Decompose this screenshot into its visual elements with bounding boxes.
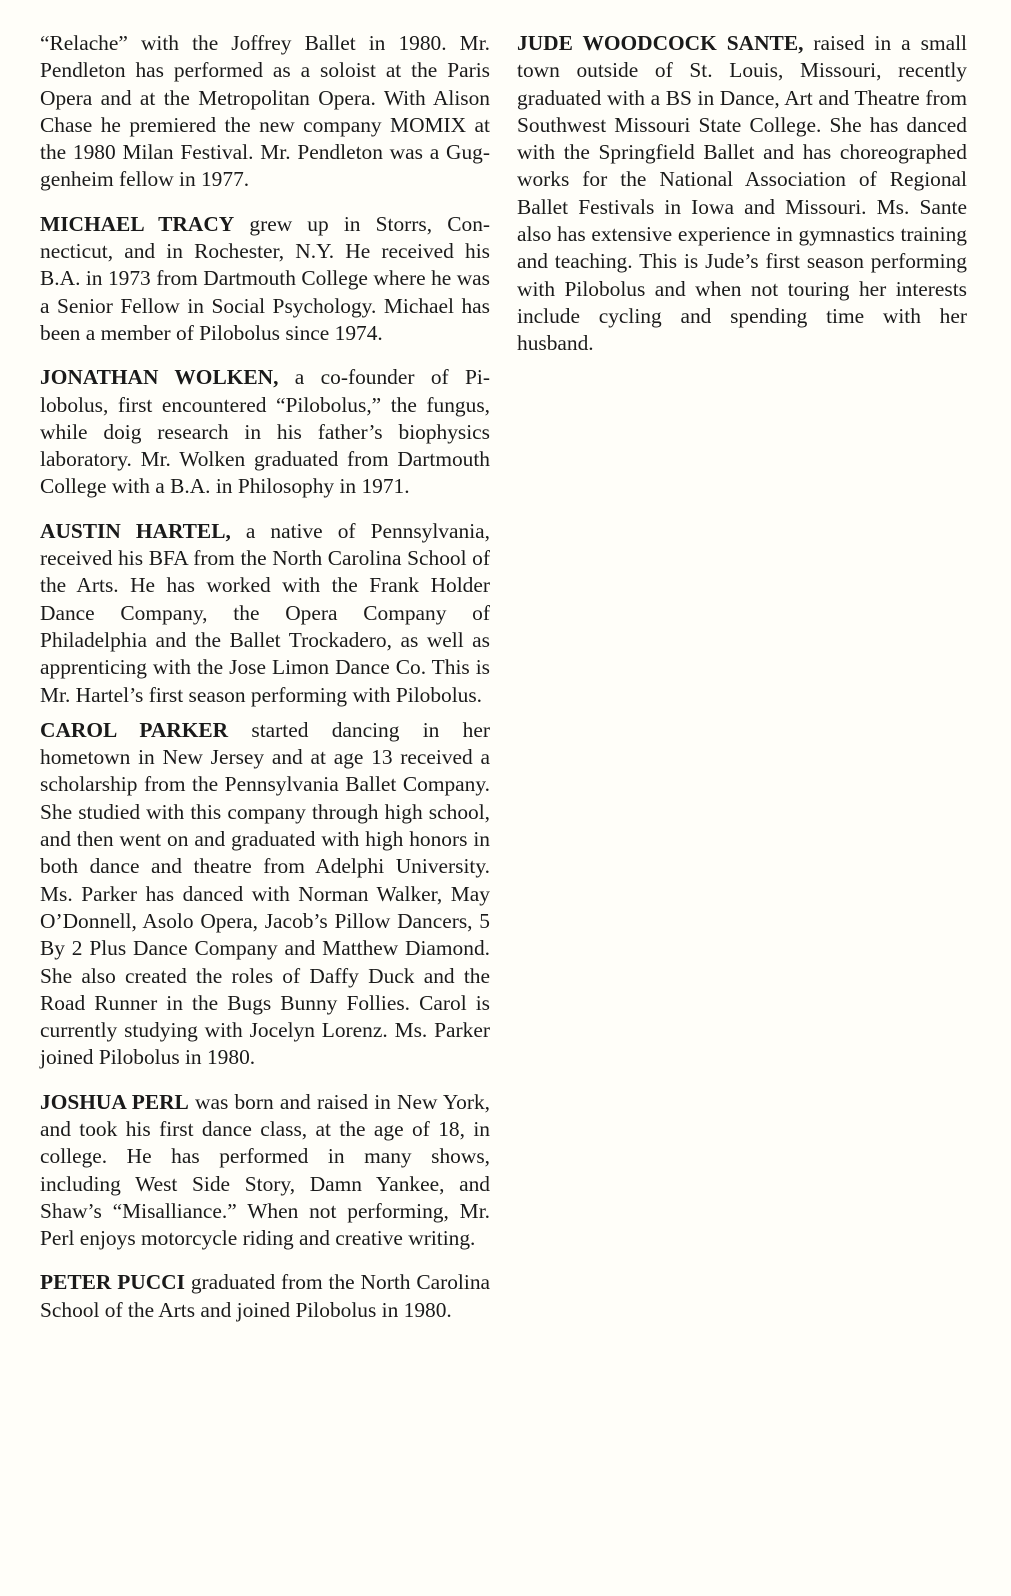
right-column	[517, 30, 967, 375]
bio-name: PETER PUCCI	[40, 1270, 185, 1295]
bio-text: a co-founder of Pilobolus, first encountered “Pilobolus,” the fungus, while doig research in his father’s biophysics laboratory. Mr. Wolken graduated from Dartmouth College with a B.A. in Philosophy in 1971.	[40, 365, 490, 499]
bio-michael-tracy	[40, 211, 490, 347]
bio-text: was born and raised in New York, and took his first dance class, at the age of 18, in college. He has performed in many shows, including West Side Story, Damn Yankee, and Shaw’s “Misalliance.” When not performing, Mr. Perl enjoys motorcycle riding and creative writing.	[40, 1089, 490, 1251]
bio-text: graduated from the North Carolina School of the Arts and joined Pilobolus in 1980.	[40, 1270, 491, 1322]
bio-austin-hartel	[40, 518, 490, 709]
bio-peter-pucci	[40, 1269, 490, 1324]
bio-text: started dancing in her hometown in New Jersey and at age 13 received a scholarship from the Pennsylvania Ballet Company. She studied with this company through high school, and then went on and graduated with high honors in both dance and theatre from Adelphi University. Ms. Parker has danced with Norman Walker, May O’Donnell, Asolo Opera, Jacob’s Pillow Dancers, 5 By 2 Plus Dance Company and Matthew Diamond. She also created the roles of Daffy Duck and the Road Runner in the Bugs Bunny Follies. Carol is currently studying with Jocelyn Lorenz. Ms. Parker joined Pilobolus in 1980.	[40, 717, 490, 1070]
bio-text: “Relache” with the Joffrey Ballet in 1980. Mr. Pendleton has performed as a soloist at the Paris Opera and at the Metropolitan Opera. With Alison Chase he premiered the new company MOMIX at the 1980 Milan Festival. Mr. Pendleton was a Guggenheim fellow in 1977.	[40, 31, 490, 192]
bio-pendleton-continued	[40, 30, 490, 194]
bio-name: JOSHUA PERL	[40, 1089, 189, 1114]
bio-name: CAROL PARKER	[40, 717, 229, 742]
bio-text: grew up in Storrs, Connecticut, and in Rochester, N.Y. He received his B.A. in 1973 from Dartmouth College where he was a Senior Fellow in Social Psychology. Michael has been a member of Pilobolus since 1974.	[40, 211, 491, 345]
bio-jonathan-wolken	[40, 364, 490, 500]
bio-joshua-perl	[40, 1089, 490, 1253]
bio-name: MICHAEL TRACY	[40, 211, 235, 236]
bio-jude-woodcock-sante	[517, 30, 967, 358]
bio-text: raised in a small town outside of St. Louis, Missouri, recently graduated with a BS in Dance, Art and Theatre from Southwest Missouri State College. She has danced with the Springfield Ballet and has choreographed works for the National Association of Regional Ballet Festivals in Iowa and Missouri. Ms. Sante also has extensive experience in gymnastics training and teaching. This is Jude’s first season performing with Pilobolus and when not touring her interests include cycling and spending time with her husband.	[517, 31, 967, 356]
bio-name: JONATHAN WOLKEN,	[40, 365, 279, 390]
bio-name: JUDE WOODCOCK SANTE,	[517, 31, 804, 55]
bio-text: a native of Pennsylvania, received his BFA from the North Carolina School of the Arts. He has worked with the Frank Holder Dance Company, the Opera Company of Philadelphia and the Ballet Trockadero, as well as apprenticing with the Jose Limon Dance Co. This is Mr. Hartel’s first season performing with Pilobolus.	[40, 518, 490, 707]
left-column	[40, 30, 490, 1341]
bio-name: AUSTIN HARTEL,	[40, 518, 231, 543]
bio-carol-parker	[40, 717, 490, 1072]
